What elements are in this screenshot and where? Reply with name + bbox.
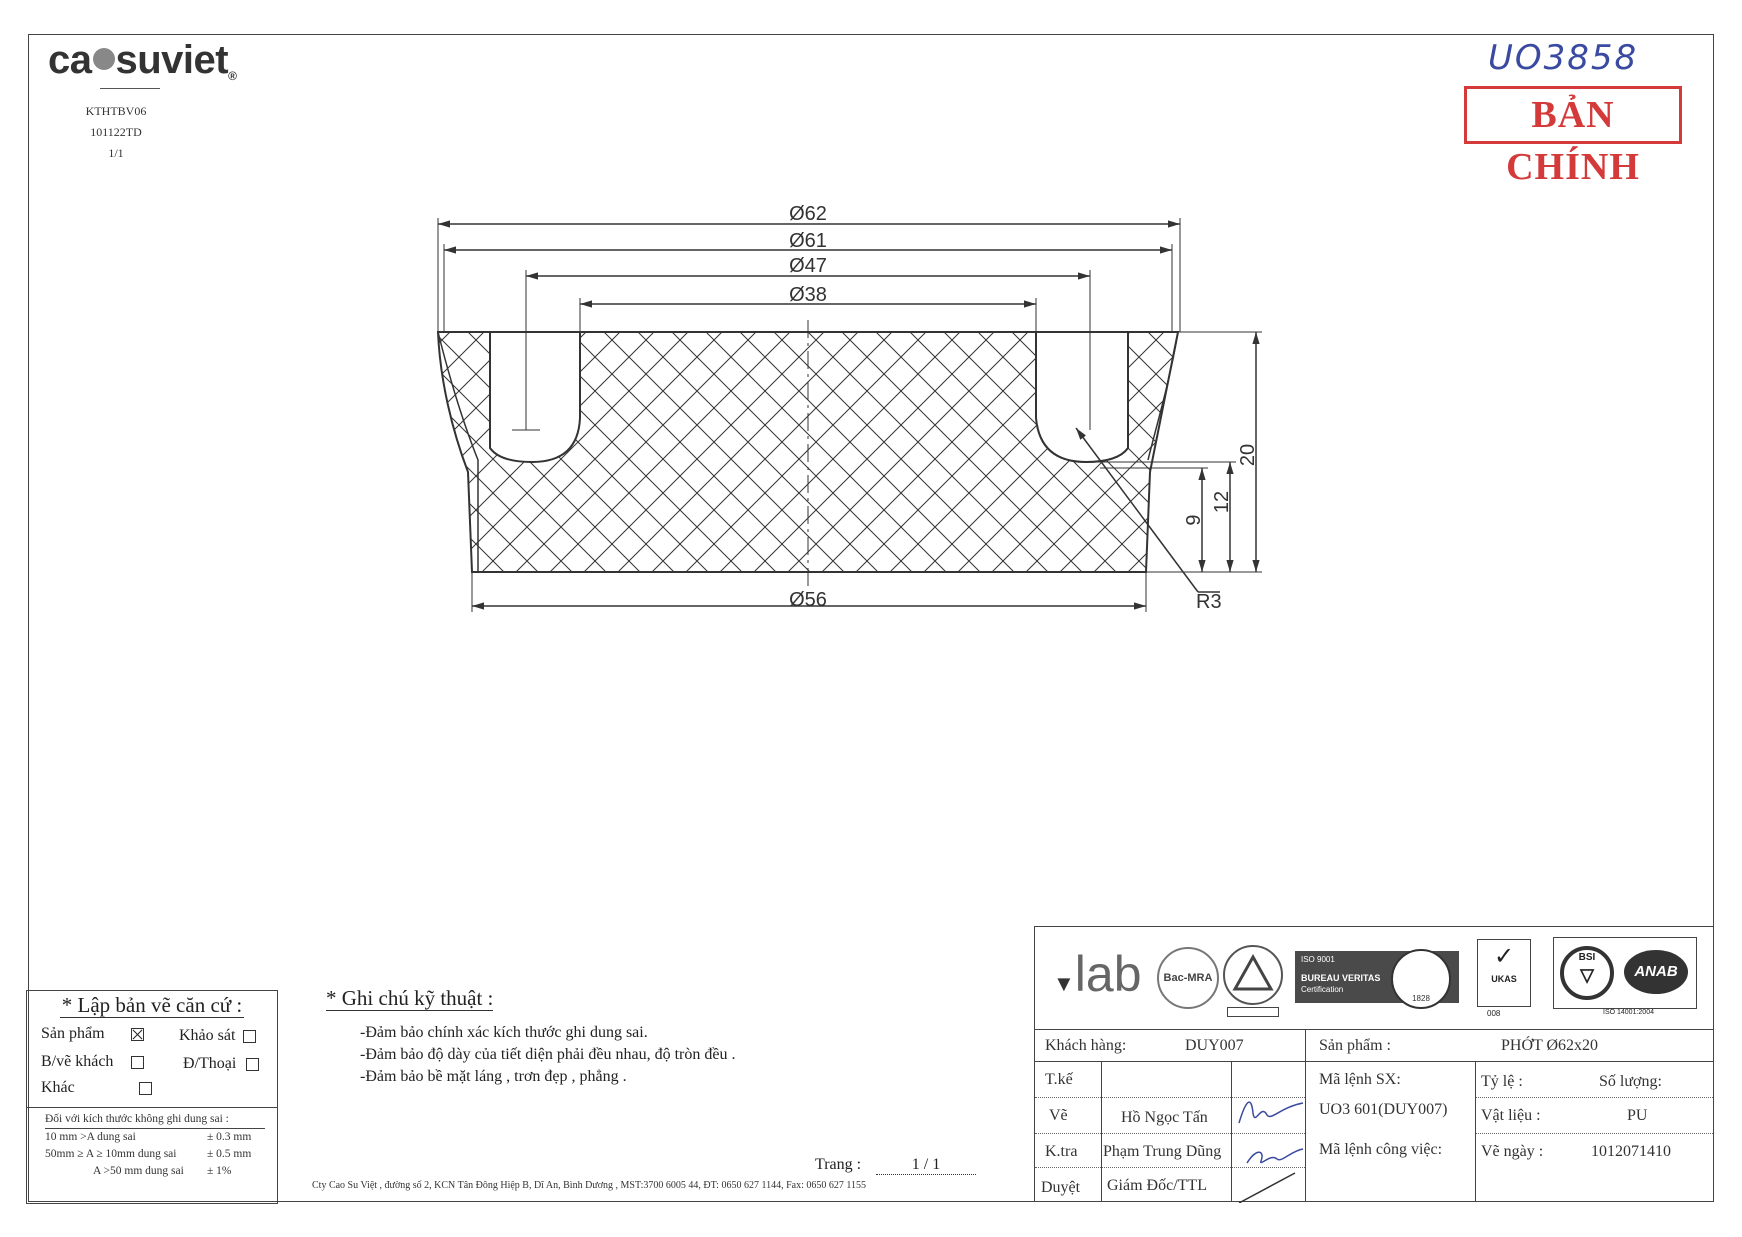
tolerance-range-1: 10 mm >A dung sai [45,1131,136,1143]
signature-marks [1231,1063,1305,1203]
title-block-vline-3 [1305,1029,1306,1201]
draw-value: Hồ Ngọc Tấn [1121,1109,1208,1126]
dim-height-20: 20 [1237,443,1259,467]
dim-diameter-38: Ø38 [789,284,827,306]
page-label: Trang : [815,1156,862,1173]
title-block-rule-1 [1035,1029,1713,1030]
tolerance-heading: Đối với kích thước không ghi dung sai : [45,1113,229,1125]
bacmra-logo: Bac-MRA [1157,947,1219,1009]
quantity-label: Số lượng: [1599,1073,1662,1090]
dim-diameter-56: Ø56 [789,589,827,611]
title-block [1034,926,1714,1202]
basis-option-survey[interactable]: Khảo sát [179,1027,256,1045]
bsi-anab-logo [1553,937,1697,1009]
drawing-date-label: Vẽ ngày : [1481,1143,1544,1160]
design-label: T.kế [1045,1071,1073,1088]
iso14001-label: ISO 14001:2004 [1603,1009,1654,1016]
original-stamp: BẢN CHÍNH [1464,86,1682,144]
product-checkbox[interactable] [131,1028,144,1041]
accreditation-logo [1223,945,1283,1005]
tolerance-value-3: ± 1% [207,1165,232,1177]
dim-height-9: 9 [1183,514,1205,526]
approve-value: Giám Đốc/TTL [1107,1177,1207,1194]
technical-note-1: -Đảm bảo chính xác kích thước ghi dung sai. [360,1024,648,1041]
material-label: Vật liệu : [1481,1107,1541,1124]
company-address: Cty Cao Su Việt , đường số 2, KCN Tân Đông Hiệp B, Dĩ An, Bình Dương , MST:3700 6005 44, ĐT: 0650 627 1144, Fax: 0650 627 1155 [312,1180,866,1191]
vilas-logo: ▼lab [1053,946,1142,1002]
basis-option-other[interactable]: Khác [41,1079,152,1097]
job-order-label: Mã lệnh công việc: [1319,1141,1443,1158]
production-order-value: UO3 601(DUY007) [1319,1101,1448,1118]
title-block-rule-6 [1475,1097,1713,1098]
dim-radius-3: R3 [1196,591,1222,613]
material-value: PU [1627,1107,1648,1124]
tolerance-rule [45,1128,265,1129]
doc-code: KTHTBV06 [85,104,147,118]
other-checkbox[interactable] [139,1082,152,1095]
page-number: 1 / 1 [876,1156,976,1175]
ukas-logo: ✓ UKAS [1477,939,1531,1007]
sheet-number: 1/1 [108,146,124,160]
title-block-rule-2 [1035,1061,1713,1062]
bureau-veritas-logo: ISO 9001 BUREAU VERITAS Certification 1828 [1295,951,1459,1003]
company-logo: ca suviet® [48,38,237,83]
title-block-rule-7 [1475,1133,1713,1134]
production-order-label: Mã lệnh SX: [1319,1071,1401,1088]
check-value: Phạm Trung Dũng [1103,1143,1222,1160]
handwritten-number: UO3858 [1488,38,1639,78]
title-block-vline-1 [1101,1061,1102,1201]
tolerance-range-3: A >50 mm dung sai [93,1165,184,1177]
draw-label: Vẽ [1049,1107,1068,1124]
dim-height-12: 12 [1211,490,1233,514]
product-label: Sản phẩm : [1319,1037,1391,1054]
technical-notes-title: * Ghi chú kỹ thuật : [326,986,494,1010]
bsi-mark-icon: BSI ▽ [1560,946,1614,1000]
drawing-basis-box [26,990,278,1204]
crown-check-icon: ✓ [1493,943,1515,970]
technical-note-2: -Đảm bảo độ dày của tiết diện phải đều nhau, độ tròn đều . [360,1046,736,1063]
anab-mark: ANAB [1624,950,1688,994]
ukas-number: 008 [1487,1009,1501,1018]
scale-label: Tỷ lệ : [1481,1073,1523,1090]
dim-outer-diameter-62: Ø62 [789,203,827,225]
technical-note-3: -Đảm bảo bề mặt láng , trơn đẹp , phẳng . [360,1068,627,1085]
basis-option-product[interactable]: Sản phẩm [41,1025,144,1043]
basis-option-phone[interactable]: Đ/Thoại [183,1055,259,1073]
drawing-date-value: 1012071410 [1591,1143,1671,1160]
bureau-veritas-seal-icon: 1828 [1391,949,1451,1009]
approve-label: Duyệt [1041,1179,1081,1196]
dim-diameter-61: Ø61 [789,230,827,252]
product-value: PHỚT Ø62x20 [1501,1037,1599,1054]
dim-diameter-47: Ø47 [789,255,827,277]
doc-number: 101122TD [90,125,142,139]
survey-checkbox[interactable] [243,1030,256,1043]
accreditation-triangle-icon [1225,947,1281,1003]
tolerance-value-1: ± 0.3 mm [207,1131,252,1143]
basis-divider [27,1107,277,1108]
customer-drawing-checkbox[interactable] [131,1056,144,1069]
tolerance-value-2: ± 0.5 mm [207,1148,252,1160]
check-label: K.tra [1045,1143,1078,1160]
customer-label: Khách hàng: [1045,1037,1127,1054]
title-block-vline-4 [1475,1061,1476,1201]
accreditation-label-bar [1227,1007,1279,1017]
basis-option-customer-drawing[interactable]: B/vẽ khách [41,1053,144,1071]
basis-title: * Lập bản vẽ căn cứ : [61,993,243,1017]
customer-value: DUY007 [1185,1037,1244,1054]
tolerance-range-2: 50mm ≥ A ≥ 10mm dung sai [45,1148,177,1160]
phone-checkbox[interactable] [246,1058,259,1071]
